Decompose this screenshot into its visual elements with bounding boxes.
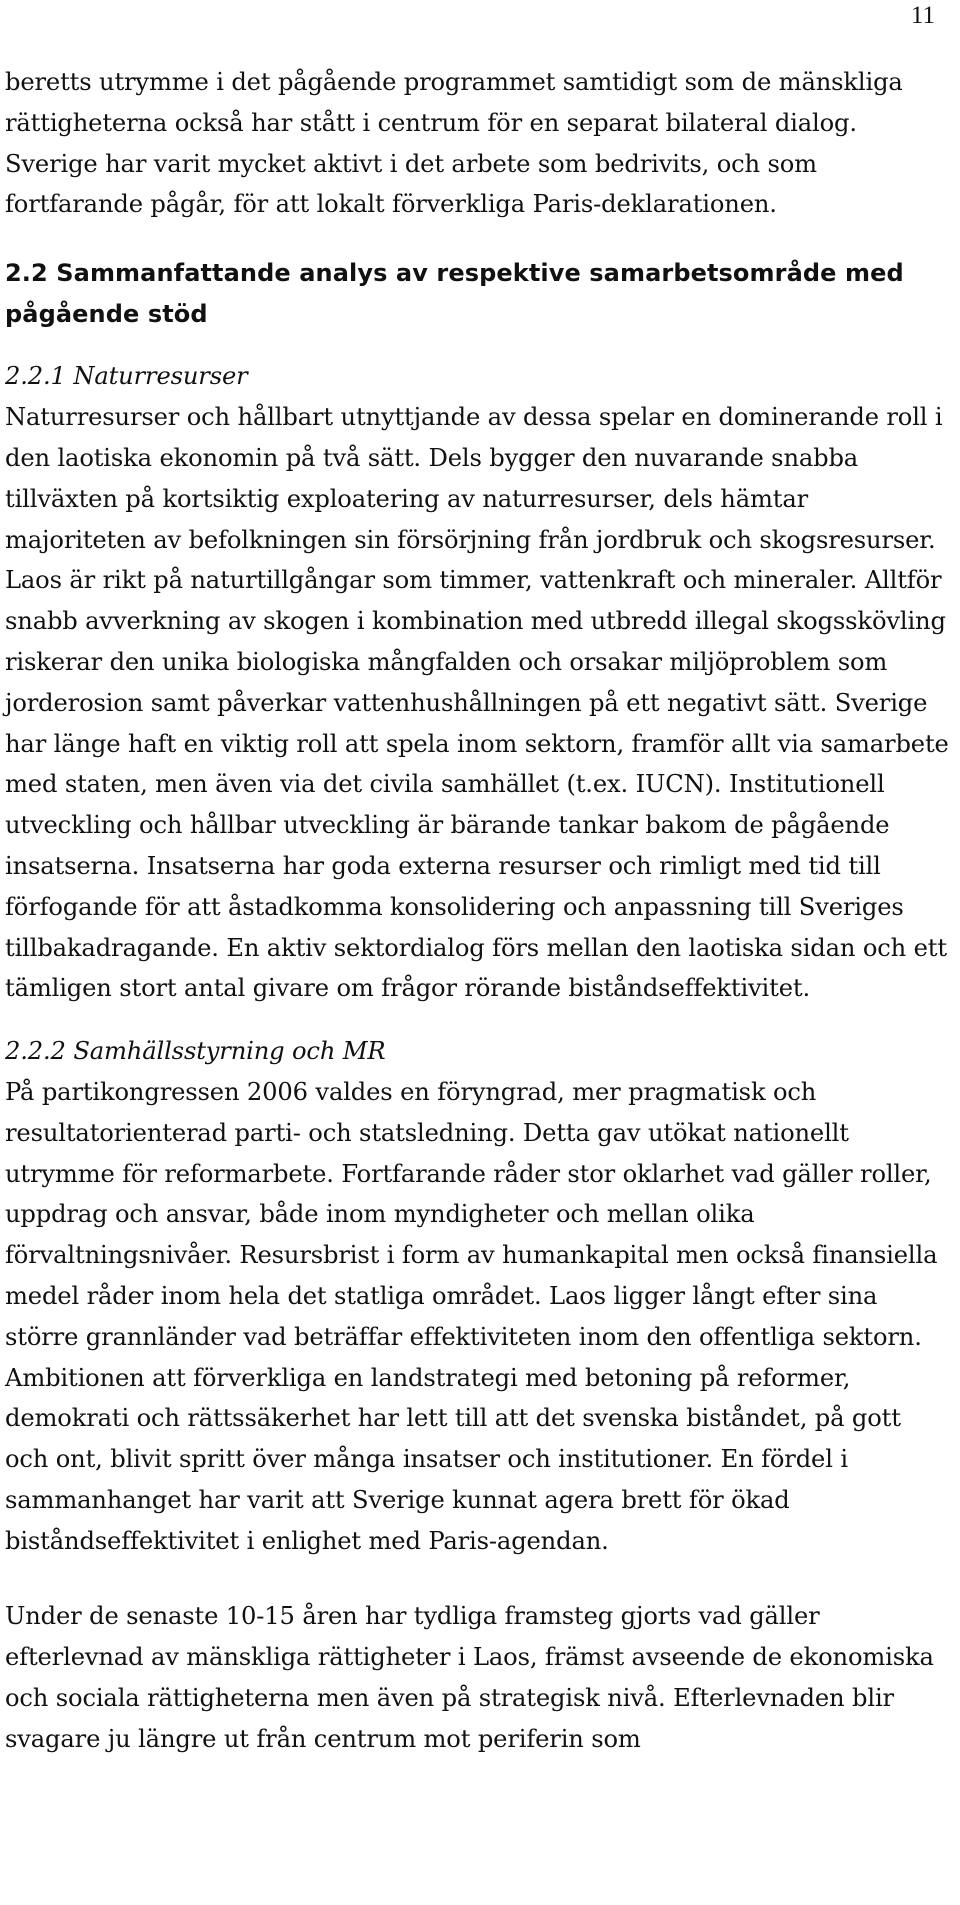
paragraph-manskliga-rattigheter: Under de senaste 10-15 åren har tydliga framsteg gjorts vad gäller efterlevnad av mänskliga rättigheter i Laos, främst avseende de ekonomiska och sociala rättigheterna men även på strategisk nivå. Efterlevnaden blir svagare ju längre ut från centrum mot periferin som [5,1602,934,1753]
subsection-heading-naturresurser: 2.2.1 Naturresurser [5,362,248,391]
page-number: 11 [910,2,935,29]
document-body [5,62,950,1760]
paragraph-samhallsstyrning: På partikongressen 2006 valdes en föryngrad, mer pragmatisk och resultatorienterad parti- och statsledning. Detta gav utökat nationellt utrymme för reformarbete. Fortfarande råder stor oklarhet vad gäller roller, uppdrag och ansvar, både inom myndigheter och mellan olika förvaltningsnivåer. Resursbrist i form av humankapital men också finansiella medel råder inom hela det statliga området. Laos ligger långt efter sina större grannländer vad beträffar effektiviteten inom den offentliga sektorn. Ambitionen att förverkliga en landstrategi med betoning på reformer, demokrati och rättssäkerhet har lett till att det svenska biståndet, på gott och ont, blivit spritt över många insatser och institutioner. En fördel i sammanhanget har varit att Sverige kunnat agera brett för ökad biståndseffektivitet i enlighet med Paris-agendan. [5,1077,938,1555]
paragraph-naturresurser: Naturresurser och hållbart utnyttjande av dessa spelar en dominerande roll i den laotiska ekonomin på två sätt. Dels bygger den nuvarande snabba tillväxten på kortsiktig exploatering av naturresurser, dels hämtar majoriteten av befolkningen sin försörjning från jordbruk och skogsresurser. Laos är rikt på naturtillgångar som timmer, vattenkraft och mineraler. Alltför snabb avverkning av skogen i kombination med utbredd illegal skogsskövling riskerar den unika biologiska mångfalden och orsakar miljöproblem som jorderosion samt påverkar vattenhushållningen på ett negativt sätt. Sverige har länge haft en viktig roll att spela inom sektorn, framför allt via samarbete med staten, men även via det civila samhället (t.ex. IUCN). Institutionell utveckling och hållbar utveckling är bärande tankar bakom de pågående insatserna. Insatserna har goda externa resurser och rimligt med tid till förfogande för att åstadkomma konsolidering och anpassning till Sveriges tillbakadragande. En aktiv sektordialog förs mellan den laotiska sidan och ett tämligen stort antal givare om frågor rörande biståndseffektivitet. [5,403,949,1003]
section-heading: 2.2 Sammanfattande analys av respektive samarbetsområde med pågående stöd [5,259,904,328]
intro-paragraph: beretts utrymme i det pågående programmet samtidigt som de mänskliga rättigheterna också har stått i centrum för en separat bilateral dialog. Sverige har varit mycket aktivt i det arbete som bedrivits, och som fortfarande pågår, för att lokalt förverkliga Paris-deklarationen. [5,68,903,219]
subsection-heading-samhallsstyrning: 2.2.2 Samhällsstyrning och MR [5,1037,386,1066]
